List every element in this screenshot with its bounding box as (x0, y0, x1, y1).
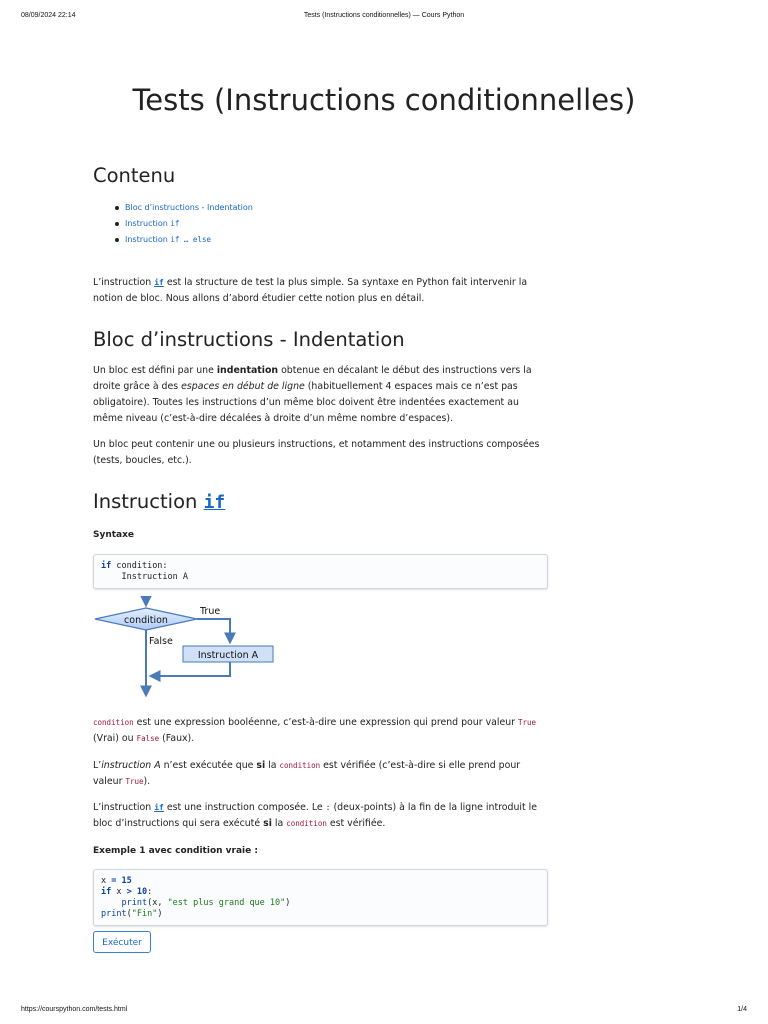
toc-link-if-else[interactable] (125, 235, 211, 244)
code-text: (x, (147, 898, 168, 908)
inline-code: condition (93, 718, 134, 727)
toc-item (107, 216, 253, 232)
code-operator: = (106, 876, 122, 886)
if-doc-link[interactable]: if (154, 803, 164, 812)
code-text: ) (285, 898, 291, 908)
text: n’est exécutée que (160, 760, 257, 771)
inline-code: True (518, 718, 537, 727)
text: la (271, 818, 287, 829)
code-string: "est plus grand que 10" (167, 898, 286, 908)
inline-code: False (136, 734, 160, 743)
code-indent (101, 898, 121, 908)
text: (Vrai) ou (93, 733, 137, 744)
italic-text: instruction A (101, 760, 161, 771)
compound-paragraph (93, 800, 548, 832)
toc-link-text: Instruction (125, 235, 171, 244)
flowchart-diagram (93, 596, 283, 706)
code-text: Instruction A (101, 572, 188, 582)
toc-link-code: if … else (170, 235, 211, 244)
toc-item (107, 232, 253, 248)
print-datetime: 08/09/2024 22:14 (21, 12, 76, 19)
table-of-contents (107, 200, 253, 248)
code-number: 15 (121, 876, 132, 886)
toc-link-text: Instruction (125, 219, 171, 228)
code-text: ) (157, 909, 163, 919)
flow-arrow-merge (151, 662, 230, 676)
text: est une expression booléenne, c’est-à-dire une expression qui prend pour valeur (133, 717, 519, 728)
example-1-label: Exemple 1 avec condition vraie : (93, 846, 258, 856)
toc-link-if[interactable] (125, 219, 179, 228)
code-text: x (111, 887, 127, 897)
text: (Faux). (159, 733, 195, 744)
toc-link-code: if (170, 219, 180, 228)
bold-text: si (263, 818, 272, 829)
bold-text: indentation (216, 365, 279, 376)
page-title: Tests (Instructions conditionnelles) (132, 83, 636, 117)
bloc-paragraph-1 (93, 363, 548, 427)
if-doc-link[interactable]: if (154, 278, 164, 287)
text: (habituellement 4 espaces mais ce n’est pas obligatoire). Toutes les instructions d’un même bloc doivent être indentées exactement au même niveau (c’est-à-dire décalées à droite d’un même nombre d’espaces). (93, 381, 519, 424)
contents-heading: Contenu (93, 164, 176, 187)
print-page-number: 1/4 (737, 1006, 747, 1013)
instruction-a-paragraph (93, 758, 548, 790)
text: L’ (93, 760, 102, 771)
diagram-false-label: False (149, 636, 173, 647)
print-tab-title: Tests (Instructions conditionnelles) — Cours Python (303, 12, 465, 19)
intro-paragraph (93, 275, 548, 307)
text: la (265, 760, 280, 771)
condition-paragraph (93, 715, 548, 747)
diagram-instruction-label: Instruction A (197, 650, 259, 661)
italic-text: espaces en début de ligne (181, 381, 305, 392)
code-keyword: if (101, 561, 112, 571)
diagram-condition-label: condition (124, 615, 168, 626)
inline-code: True (125, 777, 144, 786)
run-button[interactable]: Exécuter (93, 931, 151, 953)
syntax-code-block (93, 554, 548, 589)
section-heading-if (93, 490, 226, 513)
toc-item (107, 200, 253, 216)
code-text: x (101, 876, 107, 886)
toc-link-bloc[interactable]: Bloc d’instructions - Indentation (125, 203, 253, 212)
text: L’instruction (93, 802, 155, 813)
code-builtin: print (121, 898, 148, 908)
text: obtenue en décalant le début des instructions vers la droite grâce à des (93, 365, 532, 392)
text: L’instruction (93, 277, 155, 288)
code-number: 10 (136, 887, 148, 897)
diagram-true-label: True (200, 606, 221, 617)
text: est la structure de test la plus simple. Sa syntaxe en Python fait intervenir la notion de bloc. Nous allons d’abord étudier cette notion plus en détail. (93, 277, 528, 304)
inline-code: condition (286, 819, 327, 828)
print-url: https://courspython.com/tests.html (21, 1006, 128, 1013)
code-text: ( (126, 909, 132, 919)
text: Un bloc est défini par une (93, 365, 217, 376)
text: Instruction (93, 490, 204, 513)
text: est une instruction composée. Le (163, 802, 326, 813)
bold-text: si (256, 760, 266, 771)
code-builtin: print (101, 909, 127, 919)
flow-arrow-true (197, 619, 230, 642)
inline-code: condition (279, 761, 321, 770)
syntax-label: Syntaxe (93, 530, 135, 540)
text: ). (143, 776, 151, 787)
text: est vérifiée (c’est-à-dire si elle prend pour valeur (93, 760, 521, 787)
example-1-code-block[interactable] (93, 869, 548, 926)
bloc-paragraph-2: Un bloc peut contenir une ou plusieurs instructions, et notamment des instructions composées (tests, boucles, etc.). (93, 439, 540, 466)
if-heading-link[interactable]: if (203, 492, 226, 513)
text: est vérifiée. (326, 818, 386, 829)
text: (deux-points) à la fin de la ligne introduit le bloc d’instructions qui sera exécuté (93, 802, 538, 829)
code-keyword: if (101, 887, 112, 897)
section-heading-bloc: Bloc d’instructions - Indentation (93, 328, 405, 351)
code-operator: > (126, 887, 132, 897)
inline-code: : (325, 803, 331, 812)
code-string: "Fin" (131, 909, 158, 919)
code-text: : (147, 887, 153, 897)
code-text: condition: (111, 561, 168, 571)
